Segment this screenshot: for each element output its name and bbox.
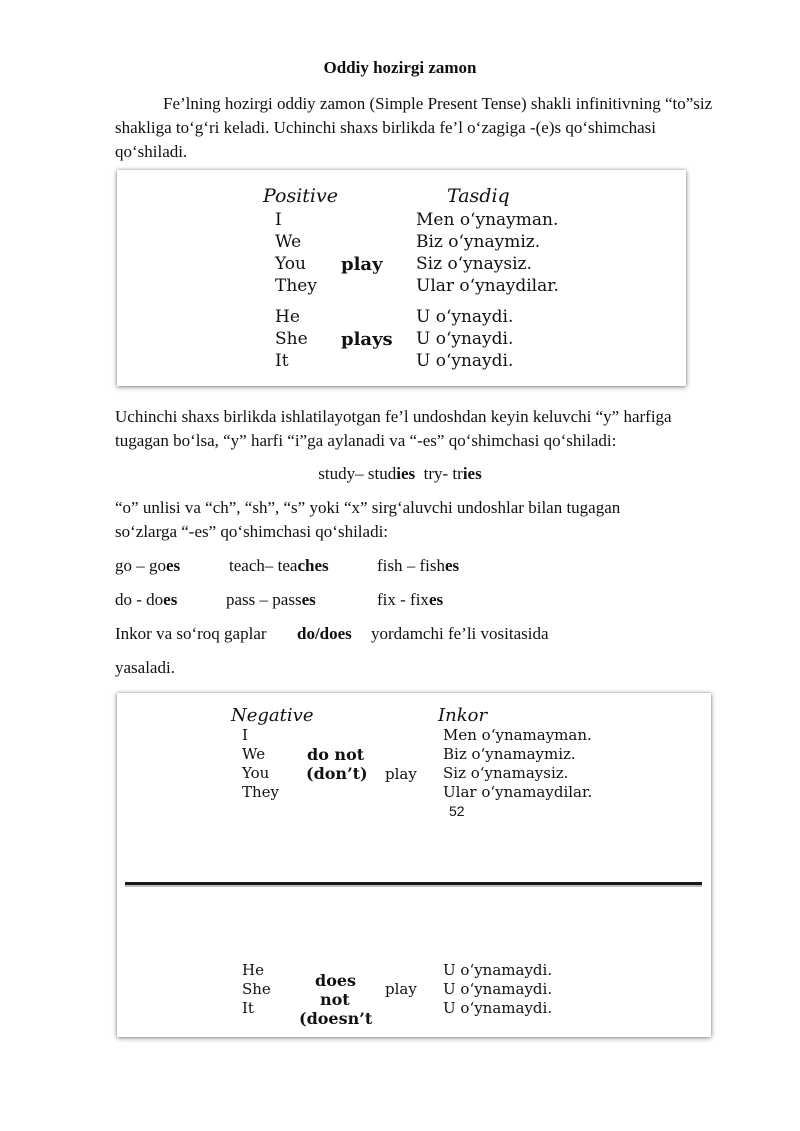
example-es: go – goes [115, 556, 181, 575]
translation: U o‘ynamaydi. [443, 961, 553, 979]
pronoun: You [275, 254, 306, 274]
pronoun: I [242, 726, 248, 744]
negative-table [117, 693, 711, 1037]
rule-es-line2: so‘zlarga “-es” qo‘shimchasi qo‘shiladi: [115, 522, 389, 541]
intro-paragraph: Fe’lning hozirgi oddiy zamon (Simple Present Tense) shakli infinitivning “to”siz shakliga to‘g‘ri keladi. Uchinchi shaxs birlikda fe’l o‘zagiga -(e)s qo‘shimchasi qo‘shiladi. [115, 94, 713, 161]
translation: Biz o‘ynaymiz. [416, 232, 541, 252]
translation: U o‘ynamaydi. [443, 999, 553, 1017]
rule-y-line2: tugagan bo‘lsa, “y” harfi “i”ga aylanadi va “-es” qo‘shimchasi qo‘shiladi: [115, 431, 617, 450]
example-es: do - does [115, 590, 178, 609]
pronoun: I [275, 210, 282, 230]
example-y-line: study– studies try- tries [318, 464, 482, 483]
inkor-line2: yasaladi. [115, 658, 175, 677]
pronoun: They [275, 276, 317, 296]
page-title: Oddiy hozirgi zamon [323, 58, 477, 77]
pronoun: It [275, 351, 289, 371]
example-es: fish – fishes [377, 556, 460, 575]
pronoun: He [275, 307, 300, 327]
verb-play: play [341, 254, 383, 275]
inkor-bold: do/does [297, 624, 352, 643]
translation: Biz o‘ynamaymiz. [443, 745, 576, 763]
translation: Ular o‘ynamaydilar. [443, 783, 593, 801]
pronoun: She [242, 980, 271, 998]
pronoun: It [242, 999, 254, 1017]
example-es: teach– teaches [229, 556, 329, 575]
translation: U o‘ynaydi. [416, 307, 514, 327]
translation: U o‘ynaydi. [416, 329, 514, 349]
page-break-rule-shadow [125, 885, 702, 887]
translation: Men o‘ynamayman. [443, 726, 592, 744]
aux-do-not: do not [307, 745, 365, 764]
rule-y-line1: Uchinchi shaxs birlikda ishlatilayotgan fe’l undoshdan keyin keluvchi “y” harfiga [115, 407, 672, 426]
translation: Siz o‘ynamaysiz. [443, 764, 569, 782]
pronoun: He [242, 961, 264, 979]
pronoun: She [275, 329, 308, 349]
example-es: pass – passes [226, 590, 316, 609]
aux-dont: (don’t) [306, 764, 368, 783]
verb-play: play [385, 980, 417, 998]
aux-does: does [315, 971, 357, 990]
aux-not: not [320, 990, 350, 1009]
page-number: 52 [449, 803, 465, 819]
pronoun: They [242, 783, 280, 801]
rule-es-line1: “o” unlisi va “ch”, “sh”, “s” yoki “x” sirg‘aluvchi undoshlar bilan tugagan [115, 498, 621, 517]
negative-header: Negative [231, 705, 314, 726]
verb-play: play [385, 765, 417, 783]
translation: Siz o‘ynaysiz. [416, 254, 532, 274]
inkor-after: yordamchi fe’li vositasida [371, 624, 549, 643]
pronoun: You [242, 764, 270, 782]
pronoun: We [242, 745, 266, 763]
positive-table [117, 170, 686, 386]
aux-doesnt: (doesn’t [299, 1009, 373, 1028]
verb-plays: plays [341, 329, 393, 350]
pronoun: We [275, 232, 302, 252]
translation: Ular o‘ynaydilar. [416, 276, 559, 296]
inkor-before: Inkor va so‘roq gaplar [115, 624, 267, 643]
translation: Men o‘ynayman. [416, 210, 559, 230]
translation: U o‘ynaydi. [416, 351, 514, 371]
tasdiq-header: Tasdiq [447, 185, 510, 207]
positive-header: Positive [263, 185, 338, 207]
translation: U o‘ynamaydi. [443, 980, 553, 998]
inkor-header: Inkor [438, 705, 488, 726]
example-es: fix - fixes [377, 590, 444, 609]
